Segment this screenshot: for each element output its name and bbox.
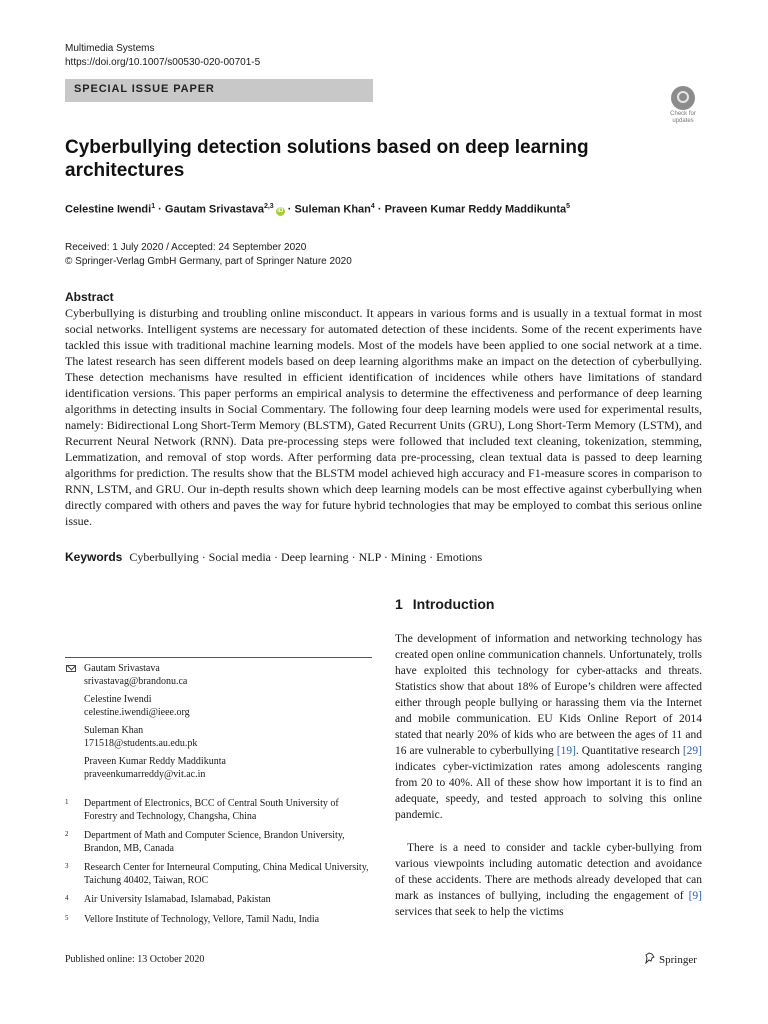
- paragraph-text: indicates cyber-victimization rates among adolescents ranging from 20 to 40%. All of these show how important it is to find an adequate, speedy, and tested approach to solving this online pandemic.: [395, 761, 702, 821]
- author-affiliation: 5: [566, 203, 571, 210]
- affiliation-item: [65, 894, 372, 907]
- paragraph-text: . Quantitative research: [575, 745, 683, 757]
- affiliation-text: Department of Math and Computer Science, Brandon University, Brandon, MB, Canada: [84, 830, 345, 854]
- check-updates-label: Check for updates: [670, 111, 696, 124]
- author-name[interactable]: Gautam Srivastava: [164, 203, 264, 216]
- affiliation-item: [65, 798, 372, 823]
- keywords-list: Cyberbullying · Social media · Deep learning · NLP · Mining · Emotions: [129, 550, 483, 564]
- check-for-updates-badge[interactable]: [665, 86, 701, 124]
- contact-email[interactable]: celestine.iwendi@ieee.org: [84, 707, 190, 718]
- contact-name: Gautam Srivastava: [84, 663, 160, 674]
- section-number: 1: [395, 596, 403, 612]
- affiliation-text: Air University Islamabad, Islamabad, Pakistan: [84, 894, 271, 905]
- contact-email[interactable]: 171518@students.au.edu.pk: [84, 738, 198, 749]
- contact-entry: [65, 693, 372, 719]
- contact-name: Celestine Iwendi: [84, 694, 152, 705]
- citation-link[interactable]: [19]: [556, 745, 576, 757]
- author-name[interactable]: Celestine Iwendi: [65, 203, 152, 216]
- check-updates-icon: [671, 86, 695, 110]
- contact-entry: [65, 662, 372, 688]
- paragraph-text: There is a need to consider and tackle cyber-bullying from various viewpoints including automatic detection and avoidance of these accidents. There are methods already developed that can mark as instances of bullying, including the engagement of: [395, 842, 702, 902]
- citation-link[interactable]: [29]: [682, 745, 702, 757]
- author-contacts: [65, 662, 372, 786]
- springer-horse-icon: [644, 952, 656, 964]
- affiliation-text: Department of Electronics, BCC of Central South University of Forestry and Technology, Changsha, China: [84, 798, 339, 822]
- contact-entry: [65, 755, 372, 781]
- affiliation-text: Research Center for Interneural Computing, China Medical University, Taichung 40402, Taiwan, ROC: [84, 862, 369, 886]
- author-name[interactable]: Praveen Kumar Reddy Maddikunta: [384, 203, 567, 216]
- author-affiliation: 4: [370, 203, 375, 210]
- contact-name: Suleman Khan: [84, 725, 144, 736]
- affiliation-text: Vellore Institute of Technology, Vellore, Tamil Nadu, India: [84, 913, 320, 925]
- publisher-logo: [644, 952, 697, 966]
- author-affiliation: 1: [151, 203, 156, 210]
- intro-paragraph: [395, 631, 702, 823]
- paragraph-text: services that seek to help the victims: [395, 906, 564, 918]
- keywords-line: [65, 549, 482, 565]
- abstract-text: Cyberbullying is disturbing and troubling online misconduct. It appears in various forms and is usually in a textual format in most social networks. Intelligent systems are necessary for automated detection of these incidents. Some of the recent experiments have tackled this issue with traditional machine learning models. Most of the models have been applied to one social network at a time. The latest research has seen different models based on deep learning algorithms make an impact on the detection of cyberbullying. These detection mechanisms have resulted in efficient identification of incidences while others have limitations of standard identification versions. This paper performs an empirical analysis to determine the effectiveness and performance of deep learning algorithms in detecting insults in Social Commentary. The following four deep learning models were used for experimental results, namely: Bidirectional Long Short-Term Memory (BLSTM), Gated Recurrent Units (GRU), Long Short-Term Memory (LSTM), and Recurrent Neural Network (RNN). Data pre-processing steps were followed that included text cleaning, tokenization, stemming, Lemmatization, and removal of stop words. After performing data pre-processing, clean textual data is passed to deep learning algorithms for prediction. The results show that the BLSTM model achieved high accuracy and F1-measure scores in comparison to RNN, LSTM, and GRU. Our in-depth results shown which deep learning models can be most effective against cyberbullying when directly compared with others and paves the way for future hybrid technologies that may be employed to combat this serious online issue.: [65, 306, 702, 528]
- affiliation-number: 1: [65, 798, 69, 806]
- orcid-icon[interactable]: iD: [277, 207, 284, 214]
- author-affiliation: 2,3: [263, 203, 274, 210]
- envelope-icon: [66, 665, 76, 672]
- affiliation-number: 2: [65, 830, 69, 838]
- affiliation-list: [65, 798, 372, 933]
- section-heading-introduction: [395, 596, 494, 612]
- affiliation-number: 5: [65, 913, 69, 922]
- contact-email[interactable]: praveenkumarreddy@vit.ac.in: [84, 769, 206, 780]
- affiliation-item: [65, 862, 372, 887]
- citation-link[interactable]: [9]: [688, 890, 702, 902]
- copyright-notice: © Springer-Verlag GmbH Germany, part of Springer Nature 2020: [65, 256, 352, 267]
- doi-link[interactable]: https://doi.org/10.1007/s00530-020-00701-5: [65, 57, 261, 68]
- footnote-divider: [65, 657, 372, 658]
- received-dates: Received: 1 July 2020 / Accepted: 24 September 2020: [65, 242, 307, 253]
- author-list: Celestine Iwendi$^1$ · Gautam Srivastava$^{2,3}$iD · Suleman Khan$^4$ · Praveen Kumar Reddy Maddikunta$^5$: [65, 203, 571, 216]
- contact-name: Praveen Kumar Reddy Maddikunta: [84, 756, 226, 767]
- intro-paragraph: [395, 840, 702, 920]
- section-title: Introduction: [412, 596, 495, 612]
- affiliation-item: [65, 830, 372, 855]
- publisher-name: Springer: [659, 954, 697, 966]
- affiliation-number: 4: [65, 894, 69, 902]
- keywords-label: Keywords: [65, 550, 123, 564]
- affiliation-item: [65, 914, 372, 927]
- contact-email[interactable]: srivastavag@brandonu.ca: [84, 676, 188, 687]
- author-name[interactable]: Suleman Khan: [294, 203, 371, 216]
- paragraph-text: The development of information and networking technology has created open online communication channels. Unfortunately, trolls have exploited this technology for cyber-attacks and threats. Statistics show that about 18% of Europe’s children were affected either through people bullying or harassing them via the Internet and mobile communication. EU Kids Online Report of 2014 stated that nearly 20% of kids who are between the ages of 11 and 16 are vulnerable to cyberbullying: [395, 633, 702, 757]
- banner-label: SPECIAL ISSUE PAPER: [74, 83, 215, 95]
- contact-entry: [65, 724, 372, 750]
- affiliation-number: 3: [65, 862, 69, 870]
- published-date: Published online: 13 October 2020: [65, 954, 205, 965]
- paper-title: Cyberbullying detection solutions based on deep learning architectures: [65, 137, 589, 181]
- abstract-heading: Abstract: [65, 290, 114, 304]
- journal-name: Multimedia Systems: [65, 43, 155, 54]
- special-issue-banner: [65, 79, 373, 102]
